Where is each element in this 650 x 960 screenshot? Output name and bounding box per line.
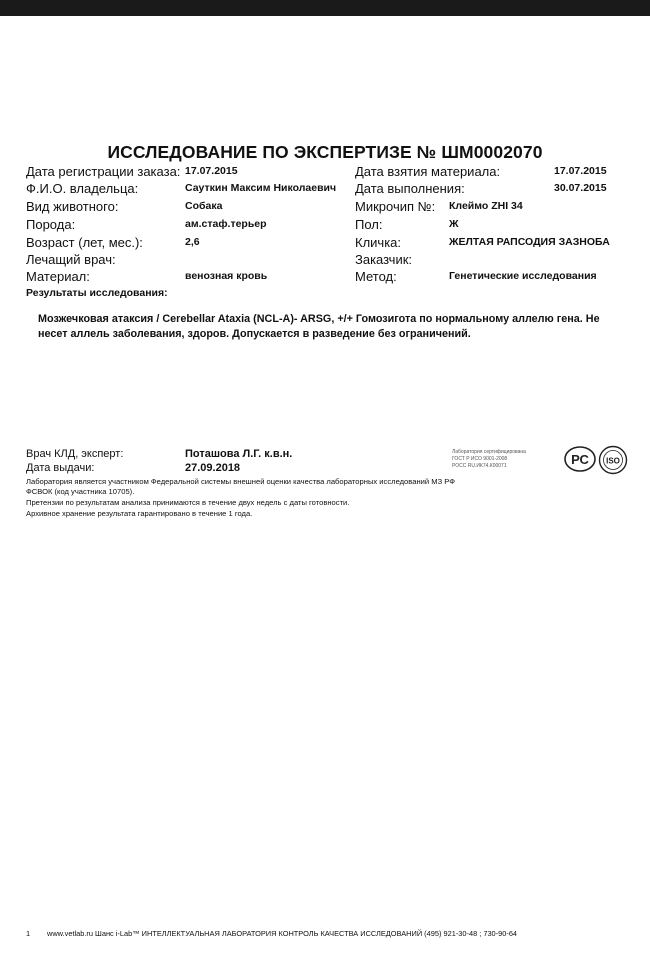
field-value-name: ЖЕЛТАЯ РАПСОДИЯ ЗАЗНОБА	[449, 236, 610, 248]
rst-certification-logo	[562, 445, 598, 478]
expert-label: Врач КЛД, эксперт:	[26, 448, 124, 460]
field-label-sex: Пол:	[355, 217, 383, 232]
field-value-method: Генетические исследования	[449, 270, 597, 282]
field-label-microchip: Микрочип №:	[355, 199, 436, 214]
page-number: 1	[26, 929, 31, 938]
results-text: Мозжечковая атаксия / Cerebellar Ataxia (NCL-A)- ARSG, +/+ Гомозигота по нормальному аллелю гена. Не несет аллель заболевания, здоров. Допускается в разведение без ограничений.	[38, 313, 600, 340]
results-heading: Результаты исследования:	[26, 287, 168, 299]
field-value-sex: Ж	[449, 218, 459, 230]
field-label-registration-date: Дата регистрации заказа:	[26, 164, 181, 179]
expert-value: Поташова Л.Г. к.в.н.	[185, 448, 293, 460]
note-line: ФСВОК (код участника 10705).	[26, 487, 135, 496]
footer-text: www.vetlab.ru Шанс i-Lab™ ИНТЕЛЛЕКТУАЛЬНАЯ ЛАБОРАТОРИЯ КОНТРОЛЬ КАЧЕСТВА ИССЛЕДОВАНИЙ (495) 921-30-48 ; 730-90-64	[47, 929, 518, 938]
field-label-customer: Заказчик:	[355, 252, 413, 267]
field-label-breed: Порода:	[26, 217, 76, 232]
field-value-breed: ам.стаф.терьер	[185, 218, 267, 230]
field-label-method: Метод:	[355, 269, 397, 284]
field-label-species: Вид животного:	[26, 199, 119, 214]
certification-line: ГОСТ Р ИСО 9001-2008	[452, 456, 508, 462]
field-label-material: Материал:	[26, 269, 90, 284]
issue-date-label: Дата выдачи:	[26, 462, 95, 474]
field-value-registration-date: 17.07.2015	[185, 165, 238, 177]
note-line: Архивное хранение результата гарантировано в течение 1 года.	[26, 509, 253, 518]
field-label-name: Кличка:	[355, 235, 402, 250]
iso-logo	[598, 445, 628, 480]
note-line: Лаборатория является участником Федеральной системы внешней оценки качества лабораторных исследований МЗ РФ	[26, 477, 456, 486]
field-label-vet: Лечащий врач:	[26, 252, 116, 267]
field-value-owner: Сауткин Максим Николаевич	[185, 182, 337, 194]
field-value-age: 2,6	[185, 236, 200, 248]
field-label-age: Возраст (лет, мес.):	[26, 235, 143, 250]
field-value-species: Собака	[185, 200, 223, 212]
top-edge-bar	[0, 0, 650, 16]
certification-line: Лаборатория сертифицирована	[452, 449, 526, 455]
field-label-owner: Ф.И.О. владельца:	[26, 181, 139, 196]
certification-line: РОСС RU.ИК74.К00071	[452, 463, 507, 469]
note-line: Претензии по результатам анализа принимаются в течение двух недель с даты готовности.	[26, 498, 350, 507]
field-value-completion-date: 30.07.2015	[554, 182, 607, 194]
field-label-completion-date: Дата выполнения:	[355, 181, 465, 196]
document-title: ИССЛЕДОВАНИЕ ПО ЭКСПЕРТИЗЕ № ШМ0002070	[107, 142, 543, 162]
field-value-material: венозная кровь	[185, 270, 268, 282]
field-value-sampling-date: 17.07.2015	[554, 165, 607, 177]
issue-date-value: 27.09.2018	[185, 462, 241, 474]
field-label-sampling-date: Дата взятия материала:	[355, 164, 501, 179]
svg-text:ISO: ISO	[606, 456, 620, 466]
svg-text:РС: РС	[571, 452, 589, 467]
certification-text	[452, 449, 562, 470]
field-value-microchip: Клеймо ZHI 34	[449, 200, 523, 212]
